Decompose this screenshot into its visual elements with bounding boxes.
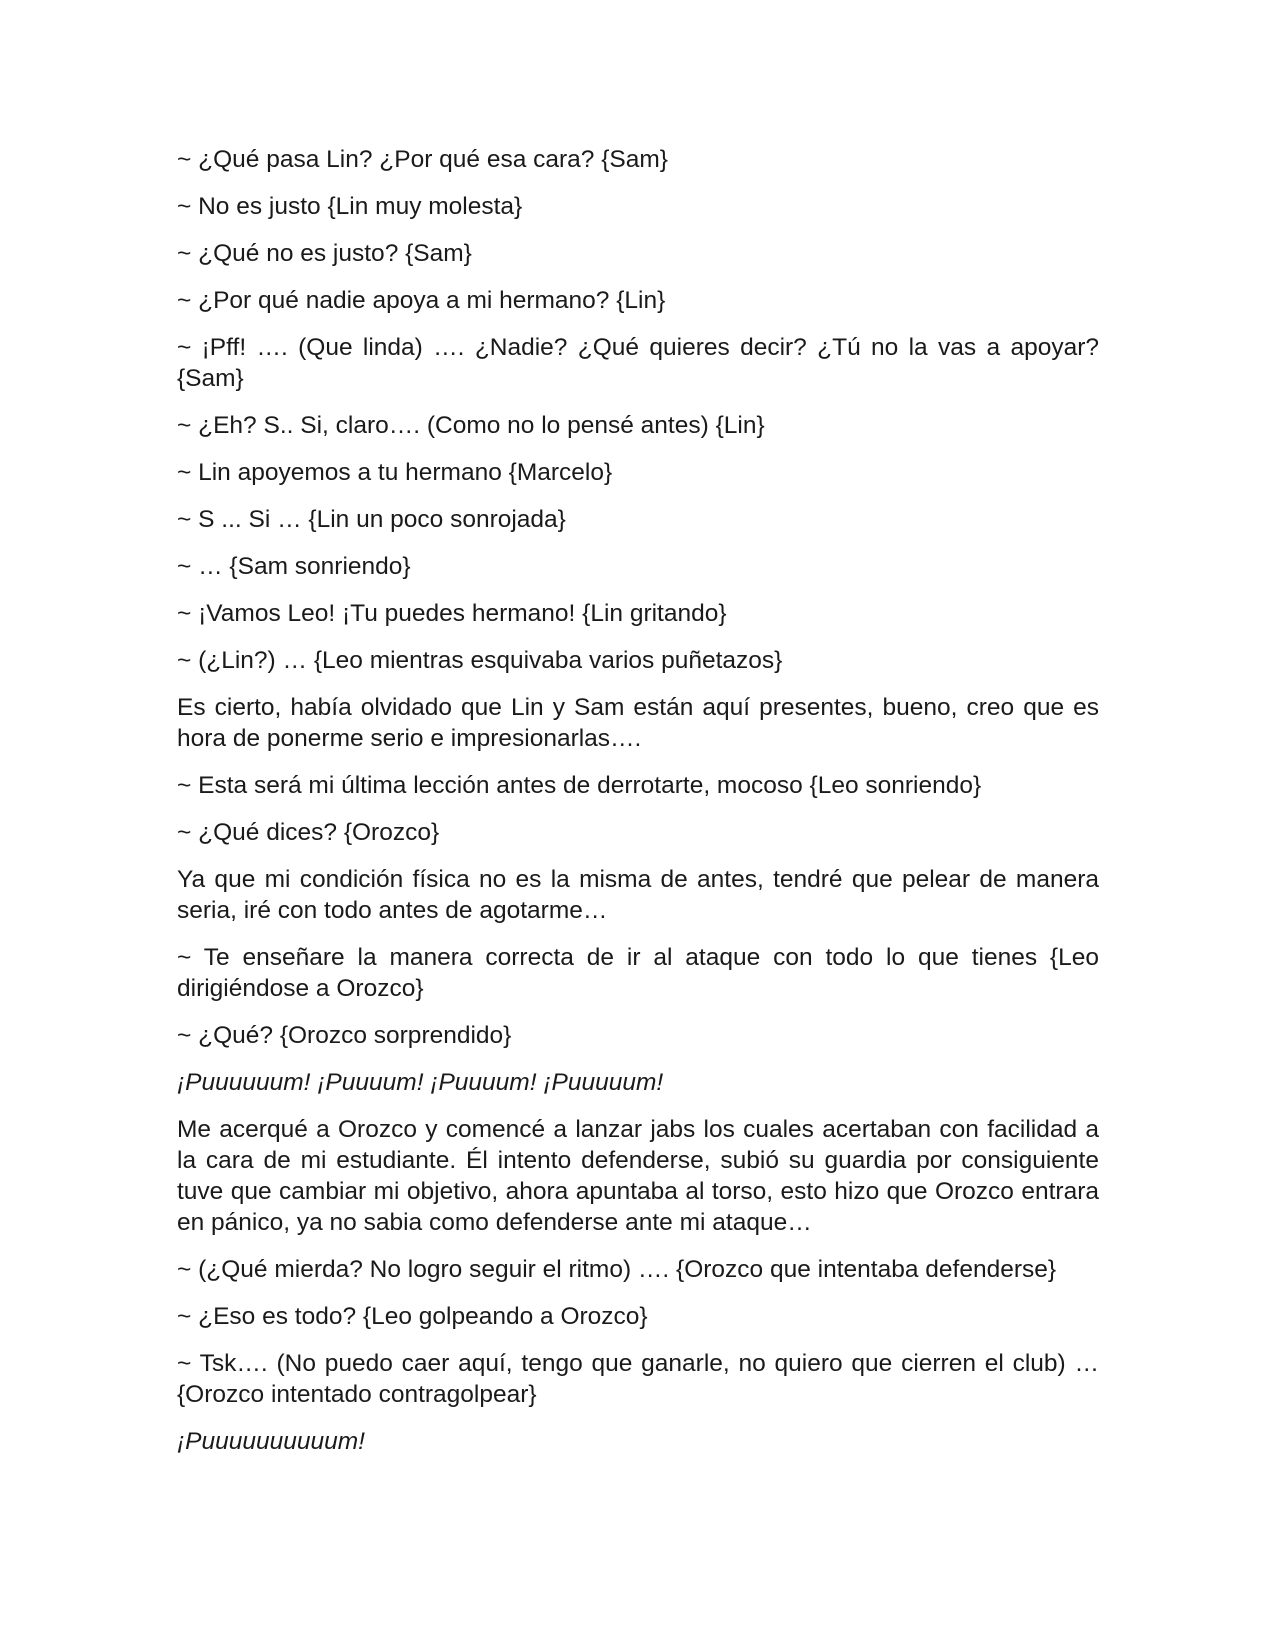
dialogue-line: ~ Tsk…. (No puedo caer aquí, tengo que ganarle, no quiero que cierren el club) … {Orozco intentado contragolpear} xyxy=(177,1350,1099,1408)
sound-effect-line: ¡Puuuuuum! ¡Puuuum! ¡Puuuum! ¡Puuuuum! xyxy=(177,1069,664,1096)
dialogue-line: ~ ¡Vamos Leo! ¡Tu puedes hermano! {Lin gritando} xyxy=(177,600,727,627)
narration-paragraph: Es cierto, había olvidado que Lin y Sam están aquí presentes, bueno, creo que es hora de ponerme serio e impresionarlas…. xyxy=(177,694,1099,752)
dialogue-line: ~ ¿Eh? S.. Si, claro…. (Como no lo pensé antes) {Lin} xyxy=(177,412,765,439)
dialogue-line: ~ ¿Qué no es justo? {Sam} xyxy=(177,240,472,267)
dialogue-line: ~ (¿Qué mierda? No logro seguir el ritmo) …. {Orozco que intentaba defenderse} xyxy=(177,1256,1057,1283)
narration-paragraph: Me acerqué a Orozco y comencé a lanzar jabs los cuales acertaban con facilidad a la cara de mi estudiante. Él intento defenderse, subió su guardia por consiguiente tuve que cambiar mi objetivo, ahora apuntaba al torso, esto hizo que Orozco entrara en pánico, ya no sabia como defenderse ante mi ataque… xyxy=(177,1116,1099,1236)
dialogue-line: ~ Esta será mi última lección antes de derrotarte, mocoso {Leo sonriendo} xyxy=(177,772,982,799)
dialogue-line: ~ ¿Qué pasa Lin? ¿Por qué esa cara? {Sam} xyxy=(177,146,668,173)
dialogue-line: ~ ¡Pff! …. (Que linda) …. ¿Nadie? ¿Qué quieres decir? ¿Tú no la vas a apoyar? {Sam} xyxy=(177,334,1099,392)
narration-paragraph: Ya que mi condición física no es la misma de antes, tendré que pelear de manera seria, iré con todo antes de agotarme… xyxy=(177,866,1099,924)
document-body xyxy=(177,144,1099,1473)
dialogue-line: ~ … {Sam sonriendo} xyxy=(177,553,411,580)
dialogue-line: ~ ¿Qué? {Orozco sorprendido} xyxy=(177,1022,512,1049)
dialogue-line: ~ (¿Lin?) … {Leo mientras esquivaba varios puñetazos} xyxy=(177,647,783,674)
dialogue-line: ~ Te enseñare la manera correcta de ir al ataque con todo lo que tienes {Leo dirigiéndose a Orozco} xyxy=(177,944,1099,1002)
dialogue-line: ~ ¿Eso es todo? {Leo golpeando a Orozco} xyxy=(177,1303,648,1330)
dialogue-line: ~ ¿Por qué nadie apoya a mi hermano? {Lin} xyxy=(177,287,666,314)
dialogue-line: ~ Lin apoyemos a tu hermano {Marcelo} xyxy=(177,459,613,486)
dialogue-line: ~ No es justo {Lin muy molesta} xyxy=(177,193,523,220)
dialogue-line: ~ ¿Qué dices? {Orozco} xyxy=(177,819,440,846)
dialogue-line: ~ S ... Si … {Lin un poco sonrojada} xyxy=(177,506,566,533)
sound-effect-line: ¡Puuuuuuuuuum! xyxy=(177,1428,365,1455)
